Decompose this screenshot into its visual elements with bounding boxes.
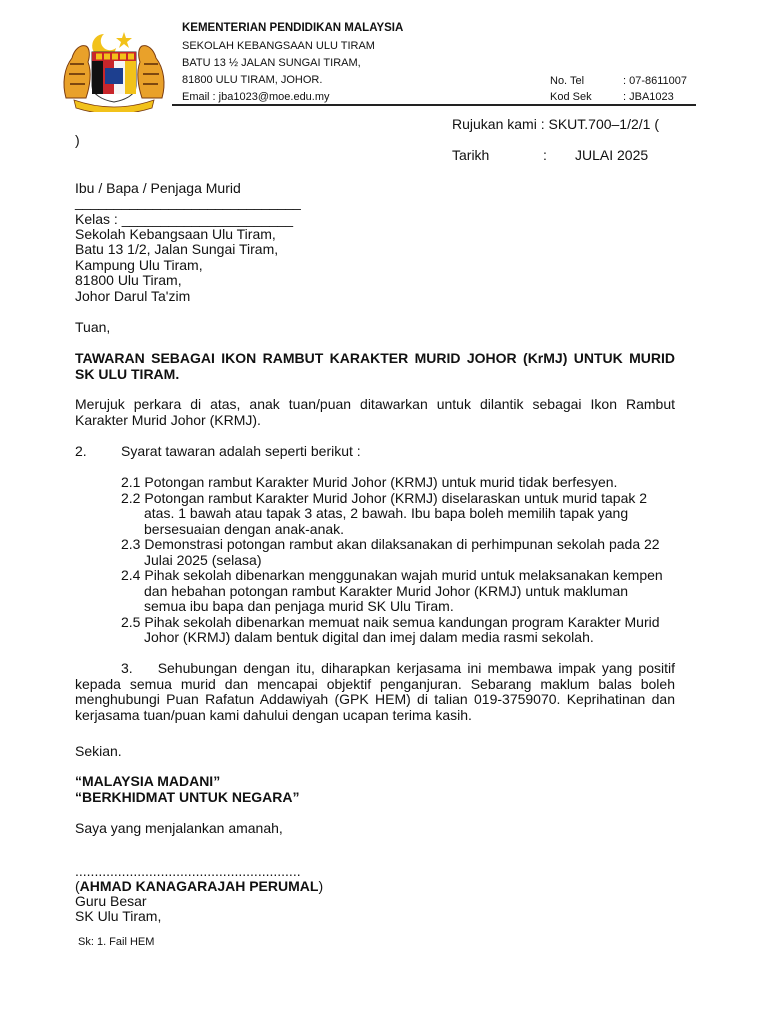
condition-item: 2.4 Pihak sekolah dibenarkan menggunakan wajah murid untuk melaksanakan kempen dan hebahan potongan rambut Karakter Murid Johor (KRMJ) untuk makluman semua ibu bapa dan penjaga murid SK Ulu Tiram. bbox=[121, 567, 663, 614]
signatory-title: Guru Besar bbox=[75, 893, 147, 909]
paragraph-3 bbox=[75, 661, 675, 723]
reference-continuation: ) bbox=[75, 132, 80, 148]
tel-label: No. Tel bbox=[550, 75, 585, 87]
motto-madani: “MALAYSIA MADANI” bbox=[75, 773, 221, 789]
reference-number: Rujukan kami : SKUT.700–1/2/1 ( bbox=[452, 116, 659, 132]
school-code-value: : JBA1023 bbox=[623, 91, 674, 103]
salutation: Tuan, bbox=[75, 319, 111, 335]
ministry-name: KEMENTERIAN PENDIDIKAN MALAYSIA bbox=[182, 22, 404, 34]
paragraph-1: Merujuk perkara di atas, anak tuan/puan ditawarkan untuk dilantik sebagai Ikon Rambut Karakter Murid Johor (KRMJ). bbox=[75, 396, 675, 428]
malaysia-coat-of-arms-logo bbox=[60, 28, 168, 112]
recipient-line: Kampung Ulu Tiram, bbox=[75, 257, 203, 273]
paragraph-2-number: 2. bbox=[75, 443, 87, 459]
signature-line: .......................................................... bbox=[75, 863, 301, 879]
school-address-line1: BATU 13 ½ JALAN SUNGAI TIRAM, bbox=[182, 57, 361, 69]
conditions-list bbox=[121, 475, 673, 646]
school-address-line2: 81800 ULU TIRAM, JOHOR. bbox=[182, 74, 323, 86]
paren-open: ( bbox=[75, 878, 80, 894]
paragraph-2-text: Syarat tawaran adalah seperti berikut : bbox=[121, 443, 361, 459]
closing: Sekian. bbox=[75, 743, 122, 759]
date-label: Tarikh bbox=[452, 147, 490, 163]
trust-statement: Saya yang menjalankan amanah, bbox=[75, 820, 283, 836]
cc-note: Sk: 1. Fail HEM bbox=[78, 936, 155, 948]
recipient-line: Johor Darul Ta'zim bbox=[75, 288, 191, 304]
recipient-line: Batu 13 1/2, Jalan Sungai Tiram, bbox=[75, 241, 279, 257]
date-colon: : bbox=[543, 147, 547, 163]
condition-item: 2.2 Potongan rambut Karakter Murid Johor (KRMJ) diselaraskan untuk murid tapak 2 atas. 1 bawah atau tapak 3 atas, 2 bawah. Ibu bapa boleh memilih tapak yang bersesuaian dengan anak-anak. bbox=[121, 489, 648, 537]
letter-subject: TAWARAN SEBAGAI IKON RAMBUT KARAKTER MURID JOHOR (KrMJ) UNTUK MURID SK ULU TIRAM. bbox=[75, 350, 675, 382]
school-name: SEKOLAH KEBANGSAAN ULU TIRAM bbox=[182, 40, 375, 52]
paren-close: ) bbox=[318, 878, 324, 894]
signatory-school: SK Ulu Tiram, bbox=[75, 908, 162, 924]
letterhead-divider bbox=[172, 104, 696, 106]
school-email: Email : jba1023@moe.edu.my bbox=[182, 91, 330, 103]
date-value: JULAI 2025 bbox=[575, 147, 649, 163]
motto-berkhidmat: “BERKHIDMAT UNTUK NEGARA” bbox=[75, 789, 300, 805]
recipient-line: 81800 Ulu Tiram, bbox=[75, 272, 182, 288]
signatory-name-text: AHMAD KANAGARAJAH PERUMAL bbox=[79, 878, 319, 894]
condition-item: 2.1 Potongan rambut Karakter Murid Johor (KRMJ) untuk murid tidak berfesyen. bbox=[121, 474, 618, 490]
tel-value: : 07-8611007 bbox=[623, 75, 688, 87]
paragraph-3-number: 3. bbox=[121, 660, 133, 676]
recipient-line: Sekolah Kebangsaan Ulu Tiram, bbox=[75, 226, 276, 242]
condition-item: 2.3 Demonstrasi potongan rambut akan dilaksanakan di perhimpunan sekolah pada 22 Julai 2025 (selasa) bbox=[121, 536, 660, 568]
recipient-line: _____________________________ bbox=[75, 194, 301, 210]
recipient-line: Kelas : ______________________ bbox=[75, 211, 293, 227]
school-code-label: Kod Sek bbox=[550, 91, 592, 103]
condition-item: 2.5 Pihak sekolah dibenarkan memuat naik semua kandungan program Karakter Murid Johor (KRMJ) dalam bentuk digital dan imej dalam media rasmi sekolah. bbox=[121, 613, 660, 645]
paragraph-3-text: Sehubungan dengan itu, diharapkan kerjasama ini membawa impak yang positif kepada semua murid dan mencapai objektif penganjuran. Sebarang maklum balas boleh menghubungi Puan Rafatun Addawiyah (GPK HEM) di talian 019-3759070. Keprihatinan dan kerjasama tuan/puan kami dahului dengan ucapan terima kasih. bbox=[75, 660, 675, 723]
recipient-line: Ibu / Bapa / Penjaga Murid bbox=[75, 180, 241, 196]
